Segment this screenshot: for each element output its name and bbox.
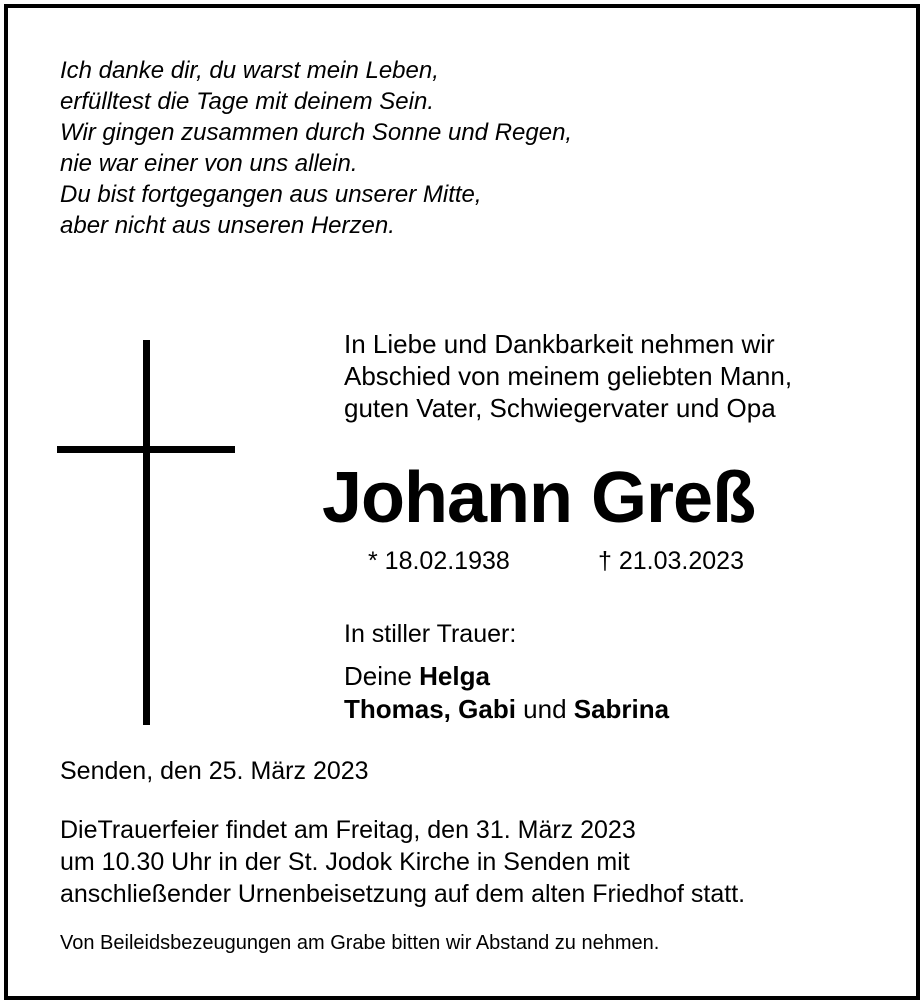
intro-line: guten Vater, Schwiegervater und Opa [344,393,776,423]
family-connector: und [515,694,574,724]
family-prefix: Deine [344,661,420,691]
poem-line: Du bist fortgegangen aus unserer Mitte, [60,181,482,208]
poem-line: nie war einer von uns allein. [60,150,358,177]
poem-line: erfülltest die Tage mit deinem Sein. [60,88,434,115]
service-line: um 10.30 Uhr in der St. Jodok Kirche in Senden mit [60,848,630,876]
mourning-heading: In stiller Trauer: [344,620,517,648]
poem-line: Ich danke dir, du warst mein Leben, [60,57,439,84]
intro-line: Abschied von meinem geliebten Mann, [344,361,793,391]
family-name-thomas-gabi: Thomas, Gabi [344,694,516,724]
service-info [60,814,745,910]
cross-horizontal-bar [57,446,235,453]
place-date: Senden, den 25. März 2023 [60,757,369,785]
poem-line: aber nicht aus unseren Herzen. [60,212,395,239]
condolence-note: Von Beileidsbezeugungen am Grabe bitten wir Abstand zu nehmen. [60,932,660,954]
birth-date: * 18.02.1938 [368,547,510,575]
poem [60,55,572,241]
service-line: DieTrauerfeier findet am Freitag, den 31. März 2023 [60,816,636,844]
death-date: † 21.03.2023 [598,547,744,575]
intro-line: In Liebe und Dankbarkeit nehmen wir [344,329,775,359]
family-name-sabrina: Sabrina [573,694,670,724]
poem-line: Wir gingen zusammen durch Sonne und Regen, [60,119,573,146]
family-name-helga: Helga [419,661,490,691]
service-line: anschließender Urnenbeisetzung auf dem alten Friedhof statt. [60,880,746,908]
family-line-1 [344,660,669,693]
deceased-name: Johann Greß [322,458,756,538]
intro-text [344,328,792,424]
cross-vertical-bar [143,340,150,725]
family-line-2 [344,693,669,726]
family-list [344,660,669,726]
